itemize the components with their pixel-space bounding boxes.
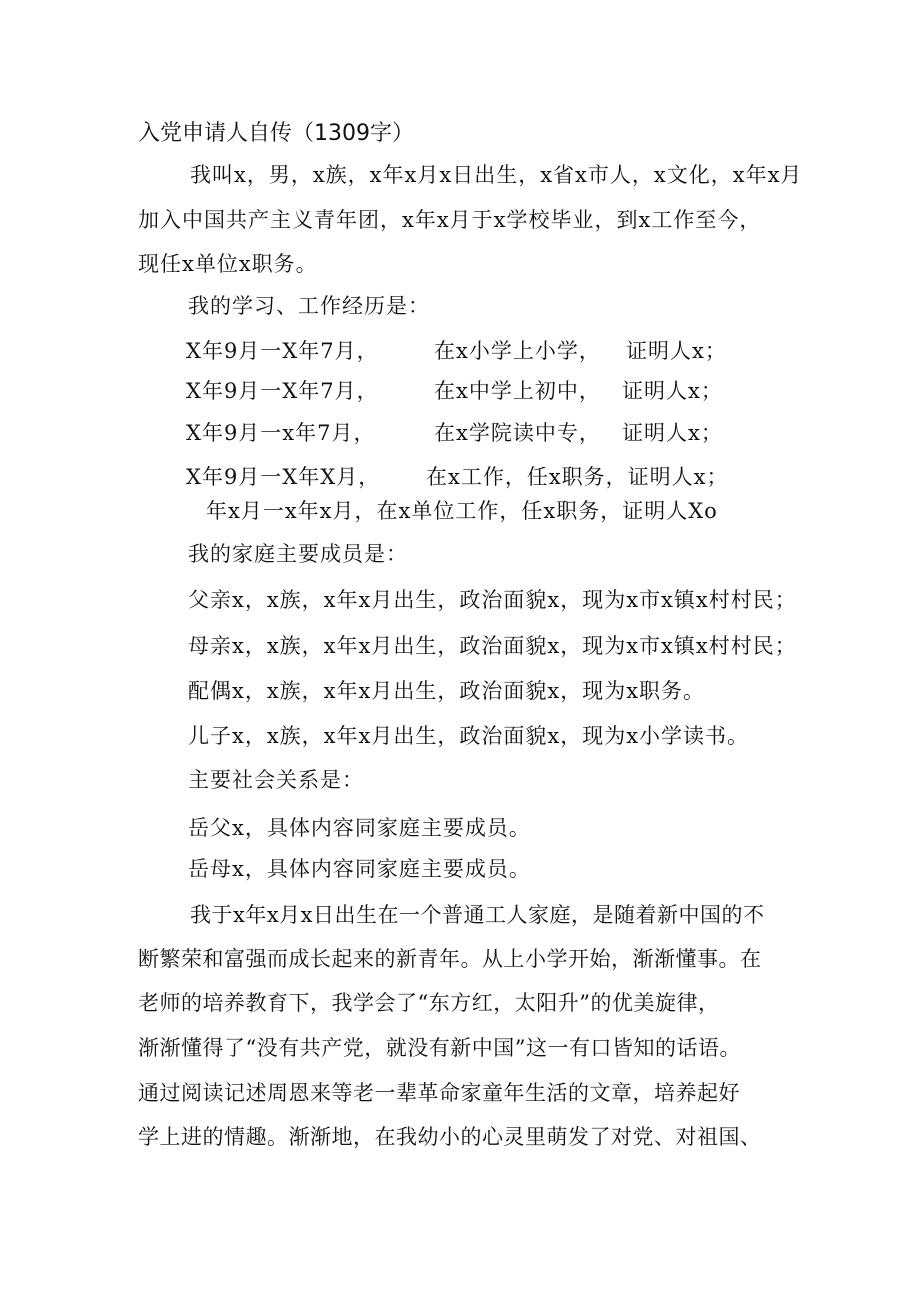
history-period: X年9月一X年7月， <box>186 379 379 403</box>
history-row <box>186 418 746 448</box>
body-line: 学上进的情趣。渐渐地，在我幼小的心灵里萌发了对党、对祖国、 <box>138 1125 762 1149</box>
social-heading: 主要社会关系是： <box>188 768 364 792</box>
body-line: 断繁荣和富强而成长起来的新青年。从上小学开始，渐渐懂事。在 <box>138 947 762 971</box>
history-activity: 在x工作，任x职务，证明人x； <box>426 465 729 489</box>
social-relation: 岳父x，具体内容同家庭主要成员。 <box>188 816 531 840</box>
family-member: 配偶x，x族，x年x月出生，政治面貌x，现为x职务。 <box>188 679 706 703</box>
document-title: 入党申请人自传（1309字） <box>138 121 414 146</box>
history-activity: 在x小学上小学， <box>434 339 601 363</box>
family-member: 儿子x，x族，x年x月出生，政治面貌x，现为x小学读书。 <box>188 724 750 748</box>
body-line: 老师的培养教育下，我学会了“东方红，太阳升”的优美旋律， <box>138 991 720 1015</box>
history-activity: 在x学院读中专， <box>434 421 601 445</box>
history-row <box>186 462 746 492</box>
history-period: X年9月一x年7月， <box>186 421 376 445</box>
family-member: 父亲x，x族，x年x月出生，政治面貌x，现为x市x镇x村村民； <box>188 588 797 612</box>
history-row: 年x月一x年x月，在x单位工作，任x职务，证明人Xo <box>206 499 718 523</box>
history-witness: 证明人x； <box>622 379 723 403</box>
history-activity: 在x中学上初中， <box>434 379 601 403</box>
history-heading: 我的学习、工作经历是： <box>188 294 430 318</box>
intro-line: 现任x单位x职务。 <box>138 252 318 276</box>
social-relation: 岳母x，具体内容同家庭主要成员。 <box>188 857 531 881</box>
family-member: 母亲x，x族，x年x月出生，政治面貌x，现为x市x镇x村村民； <box>188 634 797 658</box>
body-line: 通过阅读记述周恩来等老一辈革命家童年生活的文章，培养起好 <box>138 1081 740 1105</box>
intro-line: 我叫x，男，x族，x年x月x日出生，x省x市人，x文化，x年x月 <box>190 163 803 187</box>
history-witness: 证明人x； <box>626 339 727 363</box>
intro-line: 加入中国共产主义青年团，x年x月于x学校毕业，到x工作至今， <box>138 208 762 232</box>
history-period: X年9月一X年X月， <box>186 465 381 489</box>
body-line: 我于x年x月x日出生在一个普通工人家庭，是随着新中国的不 <box>190 903 765 927</box>
history-witness: 证明人x； <box>622 421 723 445</box>
history-row <box>186 376 746 406</box>
history-period: X年9月一X年7月， <box>186 339 379 363</box>
history-row <box>186 336 746 366</box>
body-line: 渐渐懂得了“没有共产党，就没有新中国”这一有口皆知的话语。 <box>138 1036 741 1060</box>
family-heading: 我的家庭主要成员是： <box>188 542 408 566</box>
